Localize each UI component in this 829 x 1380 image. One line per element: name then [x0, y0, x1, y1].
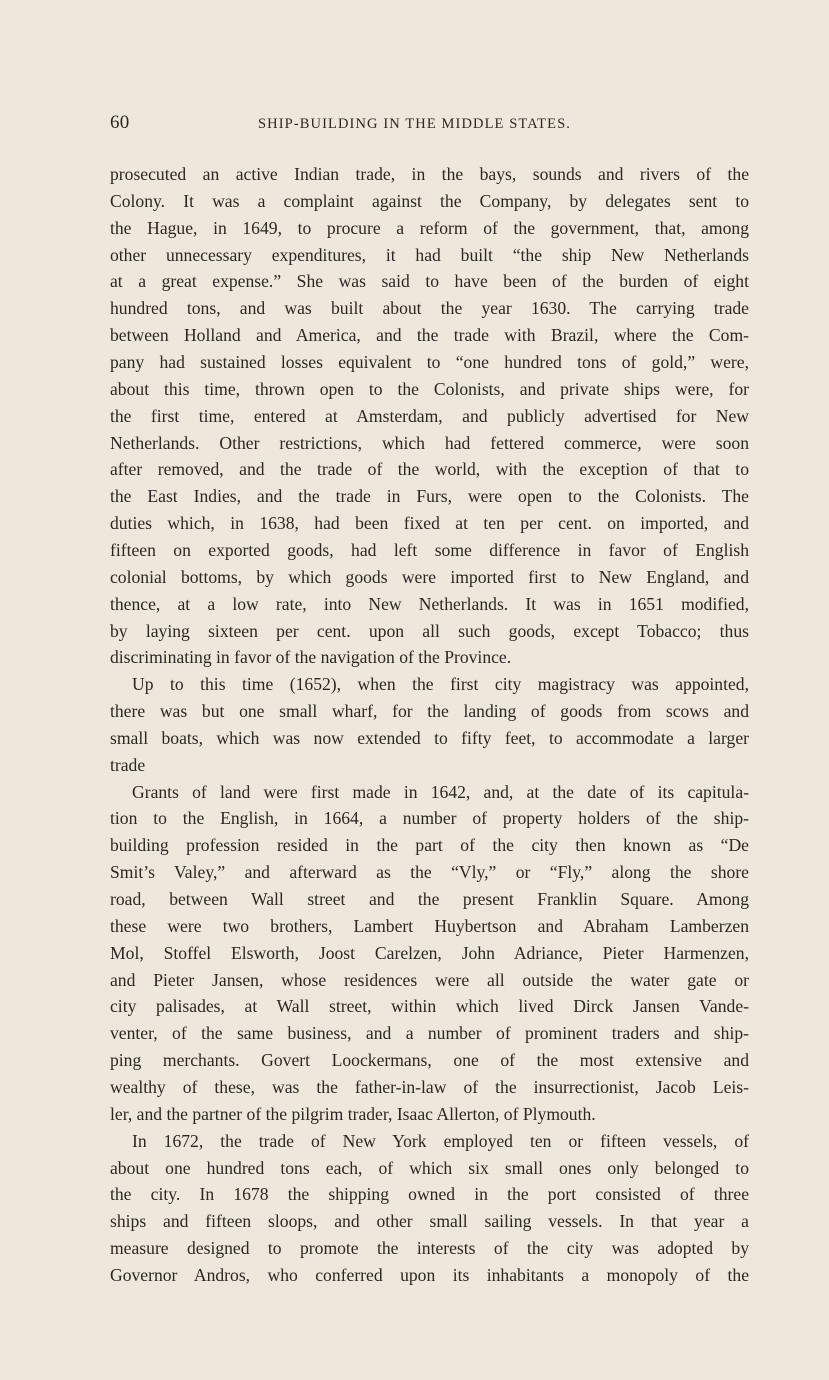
- text-line: by laying sixteen per cent. upon all such goods, except Tobacco; thus: [110, 620, 749, 641]
- text-line: these were two brothers, Lambert Huybertson and Abraham Lamberzen: [110, 915, 749, 936]
- text-line: Smit’s Valey,” and afterward as the “Vly,” or “Fly,” along the shore: [110, 862, 749, 883]
- text-line: ler, and the partner of the pilgrim trader, Isaac Allerton, of Plymouth.: [110, 1103, 596, 1124]
- text-line: trade: [110, 754, 146, 775]
- text-line: thence, at a low rate, into New Netherlands. It was in 1651 modified,: [110, 593, 749, 614]
- text-line: there was but one small wharf, for the landing of goods from scows and: [110, 701, 749, 721]
- text-line: about this time, thrown open to the Colonists, and private ships were, for: [110, 378, 749, 399]
- page-number: 60: [110, 112, 130, 133]
- text-line: between Holland and America, and the trade with Brazil, where the Com-: [110, 325, 749, 346]
- text-line: In 1672, the trade of New York employed ten or fifteen vessels, of: [132, 1130, 749, 1151]
- text-line: ships and fifteen sloops, and other small sailing vessels. In that year a: [110, 1211, 749, 1232]
- text-line: tion to the English, in 1664, a number of property holders of the ship-: [110, 808, 749, 829]
- text-line: small boats, which was now extended to fifty feet, to accommodate a larger: [110, 727, 749, 748]
- text-line: the East Indies, and the trade in Furs, were open to the Colonists. The: [110, 486, 749, 507]
- text-line: colonial bottoms, by which goods were imported first to New England, and: [110, 566, 749, 587]
- text-line: Colony. It was a complaint against the Company, by delegates sent to: [110, 190, 749, 211]
- text-line: venter, of the same business, and a number of prominent traders and ship-: [110, 1023, 749, 1044]
- text-line: wealthy of these, was the father-in-law of the insurrectionist, Jacob Leis-: [110, 1076, 749, 1097]
- text-line: Up to this time (1652), when the first city magistracy was appointed,: [132, 674, 749, 695]
- text-line: the city. In 1678 the shipping owned in the port consisted of three: [110, 1184, 749, 1205]
- text-line: road, between Wall street and the present Franklin Square. Among: [110, 889, 749, 909]
- text-line: duties which, in 1638, had been fixed at ten per cent. on imported, and: [110, 513, 749, 533]
- text-line: city palisades, at Wall street, within which lived Dirck Jansen Vande-: [110, 996, 749, 1017]
- text-line: Governor Andros, who conferred upon its inhabitants a monopoly of the: [110, 1264, 749, 1285]
- text-line: after removed, and the trade of the world, with the exception of that to: [110, 459, 749, 480]
- text-line: the Hague, in 1649, to procure a reform of the government, that, among: [110, 217, 749, 238]
- text-line: the first time, entered at Amsterdam, and publicly advertised for New: [110, 405, 749, 426]
- text-line: other unnecessary expenditures, it had built “the ship New Netherlands: [110, 244, 749, 265]
- text-line: prosecuted an active Indian trade, in the bays, sounds and rivers of the: [110, 164, 749, 184]
- text-line: fifteen on exported goods, had left some difference in favor of English: [110, 539, 749, 560]
- text-line: about one hundred tons each, of which six small ones only belonged to: [110, 1157, 749, 1178]
- text-line: measure designed to promote the interests of the city was adopted by: [110, 1238, 749, 1258]
- text-line: Mol, Stoffel Elsworth, Joost Carelzen, John Adriance, Pieter Harmenzen,: [110, 942, 749, 963]
- text-line: discriminating in favor of the navigation of the Province.: [110, 647, 512, 668]
- text-line: hundred tons, and was built about the year 1630. The carrying trade: [110, 298, 749, 319]
- text-line: at a great expense.” She was said to have been of the burden of eight: [110, 271, 749, 292]
- running-head: SHIP-BUILDING IN THE MIDDLE STATES.: [258, 116, 571, 132]
- text-line: ping merchants. Govert Loockermans, one of the most extensive and: [110, 1050, 749, 1071]
- text-line: Netherlands. Other restrictions, which had fettered commerce, were soon: [110, 432, 749, 453]
- text-line: building profession resided in the part of the city then known as “De: [110, 835, 749, 856]
- text-line: pany had sustained losses equivalent to “one hundred tons of gold,” were,: [110, 352, 749, 372]
- text-line: Grants of land were first made in 1642, and, at the date of its capitula-: [132, 781, 749, 802]
- text-line: and Pieter Jansen, whose residences were all outside the water gate or: [110, 969, 749, 990]
